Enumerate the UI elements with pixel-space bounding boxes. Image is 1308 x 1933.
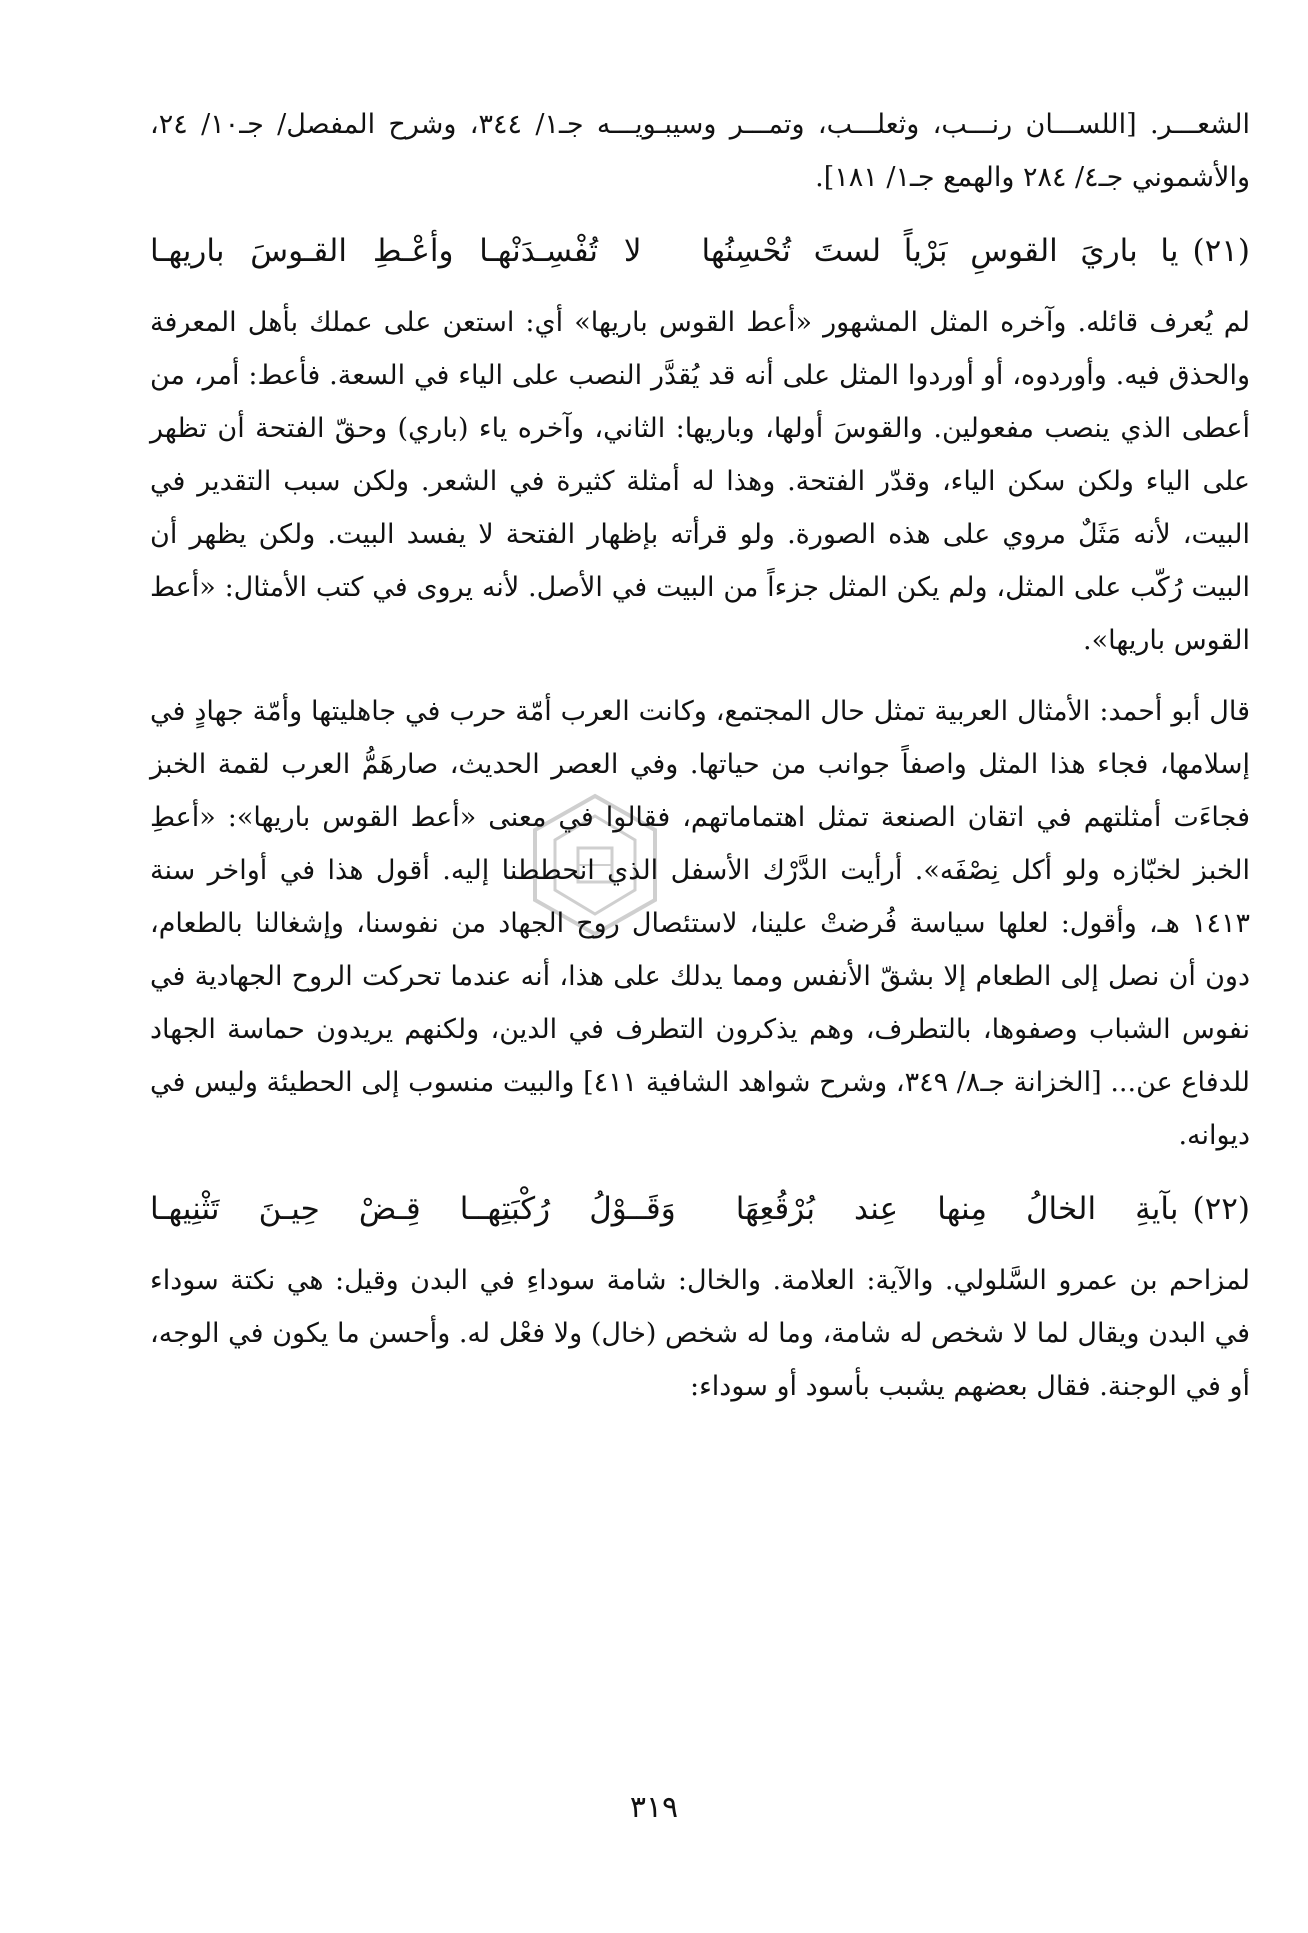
verse-21	[150, 222, 1250, 280]
verse-number: (٢٢)	[1192, 1191, 1250, 1227]
commentary-paragraph: قال أبو أحمد: الأمثال العربية تمثل حال المجتمع، وكانت العرب أمّة حرب في جاهليتها وأمّة جهادٍ في إسلامها، فجاء هذا المثل واصفاً جوانب من حياتها. وفي العصر الحديث، صارهَمُّ العرب لقمة الخبز فجاءَت أمثلتهم في اتقان الصنعة تمثل اهتماماتهم، فقالوا في معنى «أعط القوس باريها»: «أعطِ الخبز لخبّازه ولو أكل نِصْفَه». أرأيت الدَّرْك الأسفل الذي انحططنا إليه. أقول هذا في أواخر سنة ١٤١٣ هـ، وأقول: لعلها سياسة فُرضتْ علينا، لاستئصال روح الجهاد من نفوسنا، وإشغالنا بالطعام، دون أن نصل إلى الطعام إلا بشقّ الأنفس ومما يدلك على هذا، أنه عندما تحركت الروح الجهادية في نفوس الشباب وصفوها، بالتطرف، وهم يذكرون التطرف في الدين، ولكنهم يريدون حماسة الجهاد للدفاع عن... [الخزانة جـ٨/ ٣٤٩، وشرح شواهد الشافية ٤١١] والبيت منسوب إلى الحطيئة وليس في ديوانه.	[150, 696, 1250, 1151]
verse-hemistich-first: يا باريَ القوسِ بَرْياً لستَ تُحْسِنُها	[701, 233, 1179, 269]
verse-hemistich-second: لا تُفْسِـدَنْهـا وأعْـطِ القـوسَ باريهـا	[149, 233, 642, 269]
page-body	[150, 98, 1250, 1413]
verse-hemistich-second: وَقَــوْلُ رُكْبَتِهــا قِـضْ حِيـنَ تَثْنِيهـا	[149, 1191, 676, 1227]
commentary-paragraph: لمزاحم بن عمرو السَّلولي. والآية: العلامة. والخال: شامة سوداءِ في البدن وقيل: هي نكتة سوداء في البدن ويقال لما لا شخص له شامة، وما له شخص (خال) ولا فعْل له. وأحسن ما يكون في الوجه، أو في الوجنة. فقال بعضهم يشبب بأسود أو سوداء:	[150, 1265, 1250, 1402]
verse-22	[150, 1180, 1250, 1238]
citation-paragraph-top: الشعـــر. [اللســـان رنـــب، وثعلـــب، وتمـــر وسيبـويـــه جـ١/ ٣٤٤، وشرح المفصل/ جـ١٠/ ٢٤، والأشموني جـ٤/ ٢٨٤ والهمع جـ١/ ١٨١].	[150, 109, 1250, 193]
verse-hemistich-first: بآيةِ الخالُ مِنها عِند بُرْقُعِهَا	[735, 1191, 1179, 1227]
verse-number: (٢١)	[1192, 233, 1250, 269]
page-number: ٣١٩	[629, 1790, 679, 1825]
commentary-paragraph: لم يُعرف قائله. وآخره المثل المشهور «أعط القوس باريها» أي: استعن على عملك بأهل المعرفة والحذق فيه. وأوردوه، أو أوردوا المثل على أنه قد يُقدَّر النصب على الياء في السعة. فأعط: أمر، من أعطى الذي ينصب مفعولين. والقوسَ أولها، وباريها: الثاني، وآخره ياء (باري) وحقّ الفتحة أن تظهر على الياء ولكن سكن الياء، وقدّر الفتحة. وهذا له أمثلة كثيرة في الشعر. ولكن سبب التقدير في البيت، لأنه مَثَلٌ مروي على هذه الصورة. ولو قرأته بإظهار الفتحة لا يفسد البيت. ولكن يظهر أن البيت رُكّب على المثل، ولم يكن المثل جزءاً من البيت في الأصل. لأنه يروى في كتب الأمثال: «أعط القوس باريها».	[150, 307, 1250, 656]
